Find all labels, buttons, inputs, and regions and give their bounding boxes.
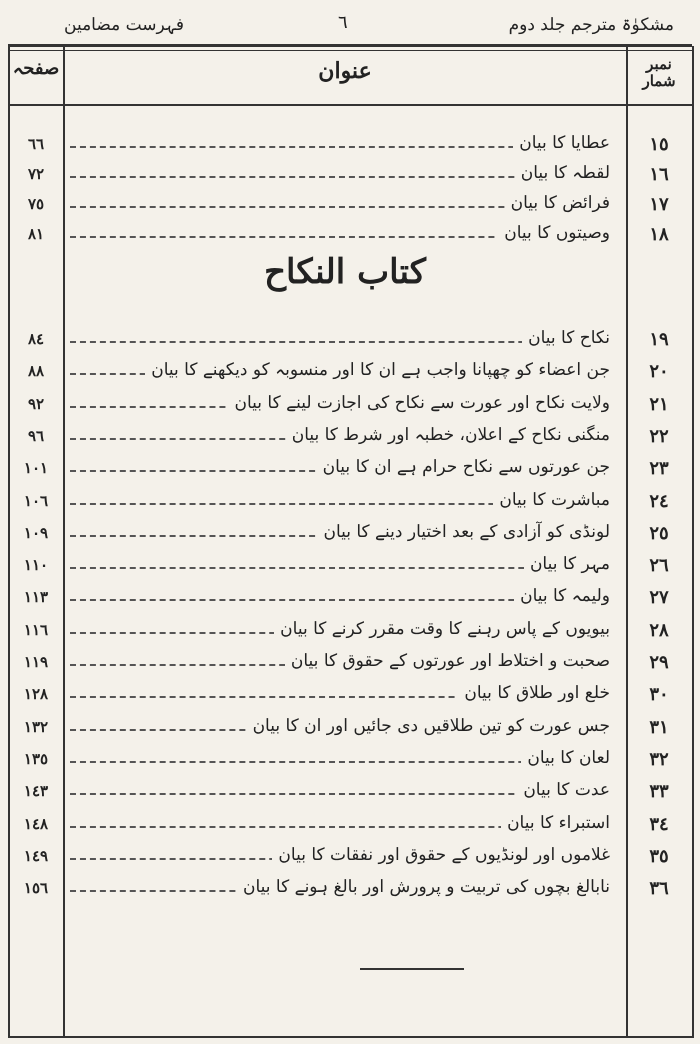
entry-title: جن عورتوں سے نکاح حرام ہے ان کا بیان <box>317 456 610 478</box>
toc-entry <box>10 327 690 353</box>
entry-number: ٢٧ <box>649 587 669 609</box>
entry-title: جس عورت کو تین طلاقیں دی جائیں اور ان کا بیان <box>247 715 610 737</box>
entry-title: نکاح کا بیان <box>522 327 610 349</box>
entry-page: ٩٢ <box>27 394 45 413</box>
entry-number: ٢٣ <box>649 458 669 480</box>
entry-number: ٢٨ <box>649 619 669 641</box>
toc-entry <box>10 844 690 870</box>
entry-title: صحبت و اختلاط اور عورتوں کے حقوق کا بیان <box>285 650 610 672</box>
entry-number: ١٧ <box>649 194 669 215</box>
toc-entry <box>10 359 690 385</box>
entry-number: ٣١ <box>649 716 669 738</box>
entry-title: مباشرت کا بیان <box>493 489 610 511</box>
entry-number: ٣٠ <box>649 684 669 706</box>
entry-page: ١٢٨ <box>23 685 49 704</box>
entry-number: ٢٠ <box>649 361 669 383</box>
toc-entry <box>10 618 690 644</box>
entry-page: ١٠١ <box>23 459 49 478</box>
section-title: کتاب النکاح <box>264 252 426 292</box>
toc-entry <box>10 876 690 902</box>
entry-page: ٦٦ <box>27 135 45 153</box>
column-header-page: صفحہ <box>12 58 60 79</box>
entry-number: ٣٦ <box>649 878 669 900</box>
toc-entry <box>10 715 690 741</box>
entry-number: ٢١ <box>649 393 669 415</box>
entry-title: لونڈی کو آزادی کے بعد اختیار دینے کا بیان <box>317 521 610 543</box>
entry-number: ٢٤ <box>649 490 669 512</box>
toc-entry <box>10 553 690 579</box>
running-header-right: مشکوٰۃ مترجم جلد دوم <box>508 15 674 35</box>
entry-title: غلاموں اور لونڈیوں کے حقوق اور نفقات کا بیان <box>272 844 610 866</box>
toc-entry <box>10 162 690 188</box>
entry-page: ١٣٥ <box>23 749 49 768</box>
entry-number: ١٨ <box>649 224 669 245</box>
entry-page: ٧٥ <box>27 195 45 213</box>
entry-number: ٢٥ <box>649 522 669 544</box>
entry-title: فرائض کا بیان <box>505 192 610 214</box>
entry-title: نابالغ بچوں کی تربیت و پرورش اور بالغ ہونے کا بیان <box>237 876 610 898</box>
entry-title: جن اعضاء کو چھپانا واجب ہے ان کا اور منسوبہ کو دیکھنے کا بیان <box>145 359 610 381</box>
entry-page: ١١٣ <box>23 588 49 607</box>
toc-entry <box>10 222 690 248</box>
entry-title: استبراء کا بیان <box>501 812 610 834</box>
entry-page: ١٤٩ <box>23 846 49 865</box>
entry-title: مہر کا بیان <box>524 553 610 575</box>
toc-entry <box>10 521 690 547</box>
entry-title: خلع اور طلاق کا بیان <box>458 682 610 704</box>
top-rule <box>8 44 692 47</box>
entry-page: ٨١ <box>27 225 45 243</box>
entry-title: عطایا کا بیان <box>513 132 610 154</box>
entry-page: ١٥٦ <box>23 879 49 898</box>
toc-entry <box>10 812 690 838</box>
entry-page: ٨٤ <box>27 330 45 348</box>
entry-number: ١٥ <box>649 134 669 155</box>
entry-title: بیویوں کے پاس رہنے کا وقت مقرر کرنے کا بیان <box>274 618 610 640</box>
entry-title: لعان کا بیان <box>521 747 610 769</box>
toc-entry <box>10 424 690 450</box>
entry-page: ٧٢ <box>27 165 45 183</box>
toc-entry <box>10 585 690 611</box>
top-rule-thin <box>8 50 692 51</box>
toc-entry <box>10 456 690 482</box>
toc-entry <box>10 192 690 218</box>
entry-number: ١٩ <box>649 329 669 350</box>
toc-entry <box>10 132 690 158</box>
running-header-page-number: ٦ <box>338 12 348 33</box>
entry-page: ٩٦ <box>27 426 45 445</box>
entry-number: ٢٦ <box>649 555 669 577</box>
column-header-number: نمبر شمار <box>642 55 676 91</box>
entry-number: ٣٤ <box>649 813 669 835</box>
entry-number: ٣٢ <box>649 748 669 770</box>
entry-page: ١١٦ <box>23 620 49 639</box>
end-rule <box>360 968 464 970</box>
entry-number: ١٦ <box>649 164 669 185</box>
toc-entry <box>10 747 690 773</box>
toc-entry <box>10 682 690 708</box>
toc-entry <box>10 779 690 805</box>
entry-number: ٣٥ <box>649 845 669 867</box>
entry-page: ١١٠ <box>23 556 49 575</box>
toc-entry <box>10 489 690 515</box>
entry-number: ٢٩ <box>649 652 669 673</box>
entry-title: لقطہ کا بیان <box>515 162 610 184</box>
entry-number: ٢٢ <box>649 425 669 447</box>
entry-page: ١٠٦ <box>23 491 49 510</box>
entry-page: ١١٩ <box>23 653 49 671</box>
entry-title: عدت کا بیان <box>517 779 610 801</box>
header-rule <box>8 104 692 106</box>
entry-title: وصیتوں کا بیان <box>498 222 610 244</box>
entry-title: ولیمہ کا بیان <box>514 585 610 607</box>
entry-page: ١٣٢ <box>23 717 49 736</box>
entry-page: ١٤٣ <box>23 782 49 801</box>
entry-page: ١٤٨ <box>23 814 49 833</box>
entry-title: ولایت نکاح اور عورت سے نکاح کی اجازت لینے کا بیان <box>229 392 611 414</box>
entry-title: منگنی نکاح کے اعلان، خطبہ اور شرط کا بیان <box>286 424 610 446</box>
entry-page: ١٠٩ <box>23 523 49 542</box>
toc-entry <box>10 392 690 418</box>
running-header-left: فہرست مضامین <box>64 15 185 35</box>
entry-number: ٣٣ <box>649 781 669 803</box>
entry-page: ٨٨ <box>27 362 45 381</box>
toc-entry <box>10 650 690 676</box>
column-header-title: عنوان <box>318 58 372 84</box>
